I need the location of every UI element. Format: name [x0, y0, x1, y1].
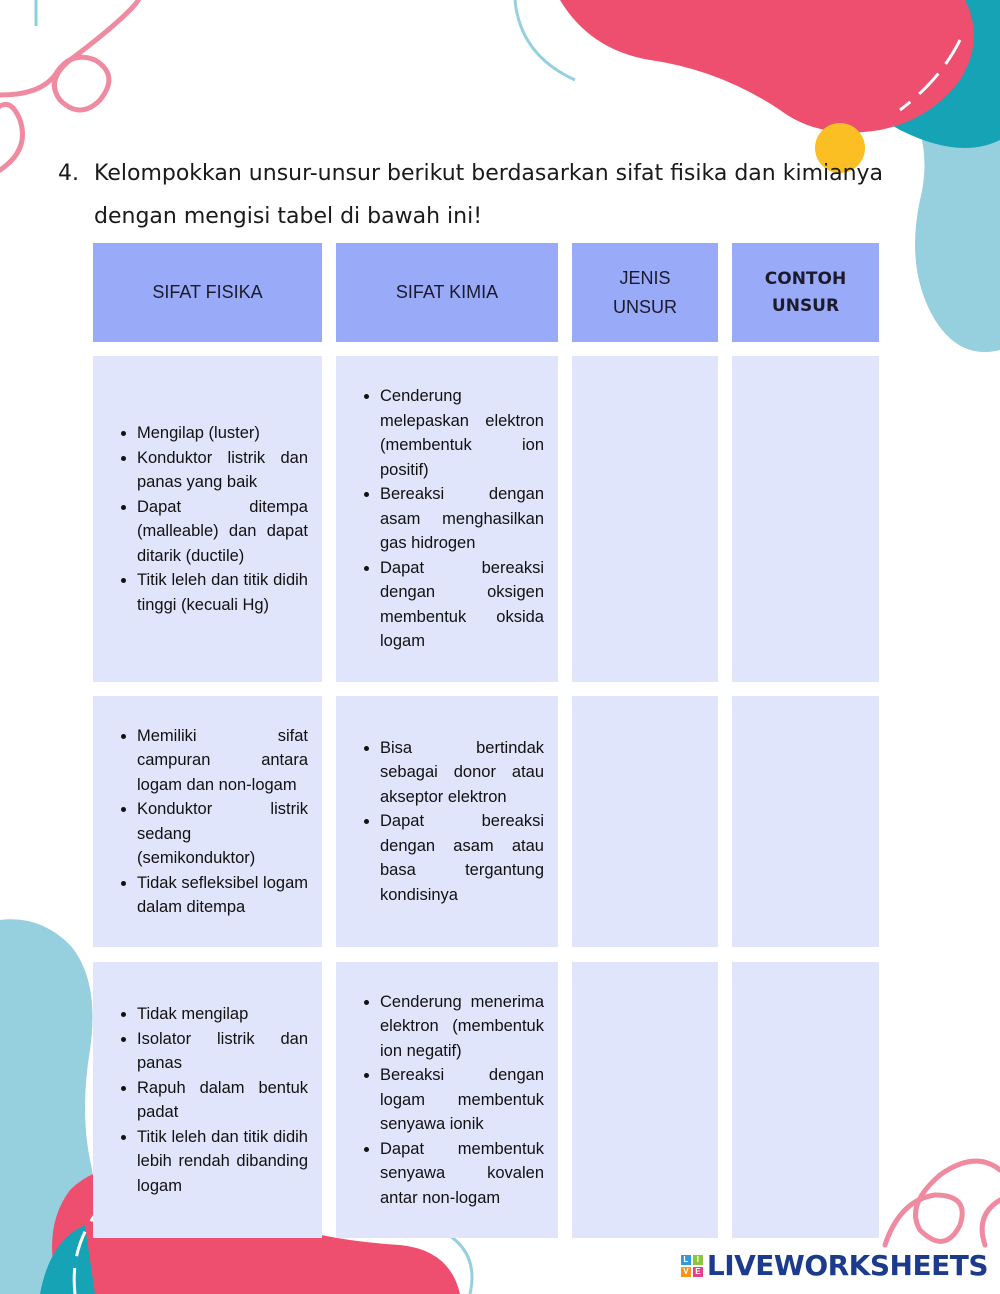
question-text: Kelompokkan unsur-unsur berikut berdasarkan sifat fisika dan kimianya dengan mengisi tabel di bawah ini!	[94, 161, 884, 229]
row1-sifat-kimia	[336, 356, 558, 682]
row2-kimia-list	[336, 736, 558, 908]
liveworksheets-watermark[interactable]	[681, 1249, 988, 1282]
list-item: • Cenderung menerima elektron (membentuk ion negatif)	[380, 990, 544, 1064]
list-item: • Dapat bereaksi dengan asam atau basa tergantung kondisinya	[380, 809, 544, 907]
row1-jenis-unsur-input[interactable]	[572, 356, 718, 682]
list-item: • Cenderung melepaskan elektron (membentuk ion positif)	[380, 384, 544, 482]
row3-contoh-unsur-input[interactable]	[732, 962, 879, 1238]
logo-letter: L	[681, 1255, 691, 1265]
list-item: • Tidak sefleksibel logam dalam ditempa	[137, 871, 308, 920]
list-item: • Titik leleh dan titik didih lebih rendah dibanding logam	[137, 1125, 308, 1199]
list-item: • Bereaksi dengan asam menghasilkan gas hidrogen	[380, 482, 544, 556]
bottom-right-swirl	[885, 1161, 1000, 1245]
list-item: • Tidak mengilap	[137, 1002, 308, 1027]
row2-contoh-unsur-input[interactable]	[732, 696, 879, 947]
list-item: • Isolator listrik dan panas	[137, 1027, 308, 1076]
top-right-pink-blob	[560, 0, 974, 133]
header-jenis-unsur: JENIS UNSUR	[572, 243, 718, 342]
list-item: • Konduktor listrik sedang (semikonduktor)	[137, 797, 308, 871]
list-item: • Mengilap (luster)	[137, 421, 308, 446]
row3-kimia-list	[336, 990, 558, 1211]
logo-letter: E	[693, 1267, 703, 1277]
list-item: • Bereaksi dengan logam membentuk senyawa ionik	[380, 1063, 544, 1137]
row1-contoh-unsur-input[interactable]	[732, 356, 879, 682]
question-number: 4.	[58, 161, 79, 186]
row3-sifat-kimia	[336, 962, 558, 1238]
header-contoh-unsur: CONTOH UNSUR	[732, 243, 879, 342]
row2-sifat-kimia	[336, 696, 558, 947]
row1-fisika-list	[93, 421, 322, 617]
logo-letter: I	[693, 1255, 703, 1265]
logo-letter: V	[681, 1267, 691, 1277]
question	[58, 152, 898, 238]
row2-sifat-fisika	[93, 696, 322, 947]
list-item: • Konduktor listrik dan panas yang baik	[137, 446, 308, 495]
top-arc-line	[515, 0, 575, 80]
list-item: • Titik leleh dan titik didih tinggi (kecuali Hg)	[137, 568, 308, 617]
row3-sifat-fisika	[93, 962, 322, 1238]
row1-kimia-list	[336, 384, 558, 654]
row3-jenis-unsur-input[interactable]	[572, 962, 718, 1238]
liveworksheets-logo-icon	[681, 1255, 703, 1277]
header-sifat-kimia: SIFAT KIMIA	[336, 243, 558, 342]
list-item: • Dapat bereaksi dengan oksigen membentuk oksida logam	[380, 556, 544, 654]
row3-fisika-list	[93, 1002, 322, 1198]
list-item: • Bisa bertindak sebagai donor atau akseptor elektron	[380, 736, 544, 810]
list-item: • Rapuh dalam bentuk padat	[137, 1076, 308, 1125]
header-sifat-fisika: SIFAT FISIKA	[93, 243, 322, 342]
row2-jenis-unsur-input[interactable]	[572, 696, 718, 947]
liveworksheets-wordmark: LIVEWORKSHEETS	[706, 1249, 988, 1282]
row1-sifat-fisika	[93, 356, 322, 682]
list-item: • Dapat ditempa (malleable) dan dapat ditarik (ductile)	[137, 495, 308, 569]
top-left-swirl	[0, 0, 140, 170]
row2-fisika-list	[93, 724, 322, 920]
list-item: • Dapat membentuk senyawa kovalen antar non-logam	[380, 1137, 544, 1211]
list-item: • Memiliki sifat campuran antara logam dan non-logam	[137, 724, 308, 798]
